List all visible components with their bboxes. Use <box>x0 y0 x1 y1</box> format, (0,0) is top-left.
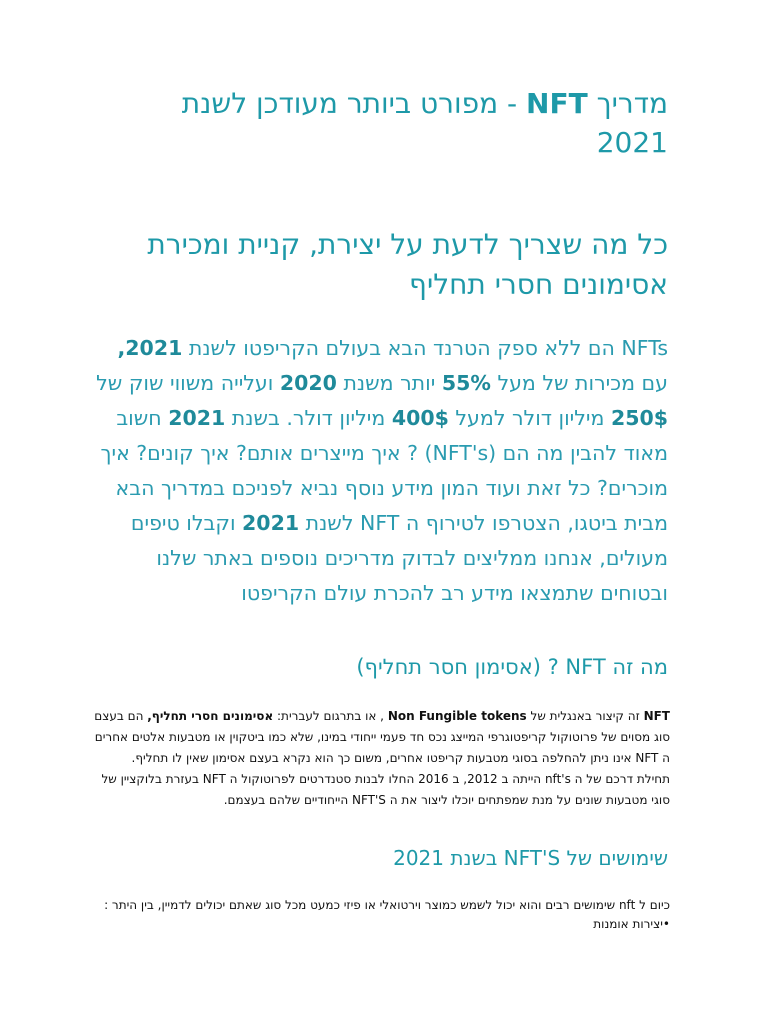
body-paragraph <box>90 706 670 769</box>
intro-text: ועלייה משווי שוק של <box>96 371 280 395</box>
intro-text: יותר משנת <box>336 371 442 395</box>
body-text: זה קיצור באנגלית של <box>526 709 644 723</box>
page-subtitle: כל מה שצריך לדעת על יצירת, קניית ומכירת אסימונים חסרי תחליף <box>147 228 668 301</box>
page-title <box>168 84 668 162</box>
intro-text: NFTs הם ללא ספק הטרנד הבא בעולם הקריפטו לשנת <box>182 336 668 360</box>
body-paragraph: כיום ל nft שימושים רבים והוא יכול לשמש כמוצר וירטואלי או פיזי כמעט מכל סוג שאתם יכולים לדמיין, בין היתר : <box>104 898 670 912</box>
section-heading-what-is-nft: מה זה NFT ? (אסימון חסר תחליף) <box>356 655 668 679</box>
body-bold: Non Fungible tokens <box>387 709 527 723</box>
intro-highlight: 55% <box>441 371 491 395</box>
title-part1: מדריך <box>587 87 668 120</box>
intro-text: מיליון דולר למעל <box>448 406 611 430</box>
body-text: הם בעצם סוג מסוים של פרוטוקול קריפטוגרפי המייצג נכס חד פעמי ייחודי במינו, שלא כמו ביטקוין או מטבעות אלטים אחרים ה NFT אינו ניתן להחלפה בסוגי מטבעות קריפטו אחרים, משום כך הוא נקרא בעצם אסימון שאין לו תחליף. <box>94 709 670 765</box>
intro-text: חשוב מאוד להבין מה הם (NFT's) ? איך מייצרים אותם? איך קונים? איך מוכרים? כל זאת ועוד המון מידע נוסף נביא לפניכם במדריך הבא מבית ביטגו, הצטרפו לטירוף ה NFT לשנת <box>100 406 668 535</box>
body-bold: NFT <box>643 709 670 723</box>
title-part2: - מפורט ביותר מעודכן לשנת 2021 <box>181 87 668 159</box>
intro-text: מיליון דולר. בשנת <box>225 406 392 430</box>
intro-highlight: 2021, <box>117 336 183 360</box>
bullet-item: •יצירות אומנות <box>593 917 670 931</box>
intro-text: עם מכירות של מעל <box>490 371 668 395</box>
title-nft: NFT <box>526 87 588 120</box>
section-heading-nft-uses: שימושים של NFT'S בשנת 2021 <box>393 846 668 870</box>
intro-highlight: 2021 <box>168 406 226 430</box>
intro-highlight: 2020 <box>279 371 337 395</box>
intro-highlight: 400$ <box>391 406 449 430</box>
section-body-what-is-nft <box>90 706 670 811</box>
body-paragraph: תחילת דרכם של ה nft's הייתה ב 2012, ב 2016 החלו לבנות סטנדרטים לפרוטוקול ה NFT בעזרת בלוקציין של סוגי מטבעות שונים על מנת שמפתחים יוכלו ליצור את ה NFT'S הייחודיים שלהם בעצמם. <box>101 772 670 807</box>
intro-highlight: 2021 <box>242 511 300 535</box>
body-bold: אסימונים חסרי תחליף, <box>147 709 274 723</box>
section-body-nft-uses <box>90 896 670 934</box>
body-text: , או בתרגום לעברית: <box>273 709 388 723</box>
intro-paragraph <box>88 331 668 611</box>
intro-highlight: 250$ <box>610 406 668 430</box>
intro-text: וקבלו טיפים מעולים, אנחנו ממליצים לבדוק מדריכים נוספים באתר שלנו ובטוחים שתמצאו מידע רב להכרת עולם הקריפטו <box>130 511 668 605</box>
